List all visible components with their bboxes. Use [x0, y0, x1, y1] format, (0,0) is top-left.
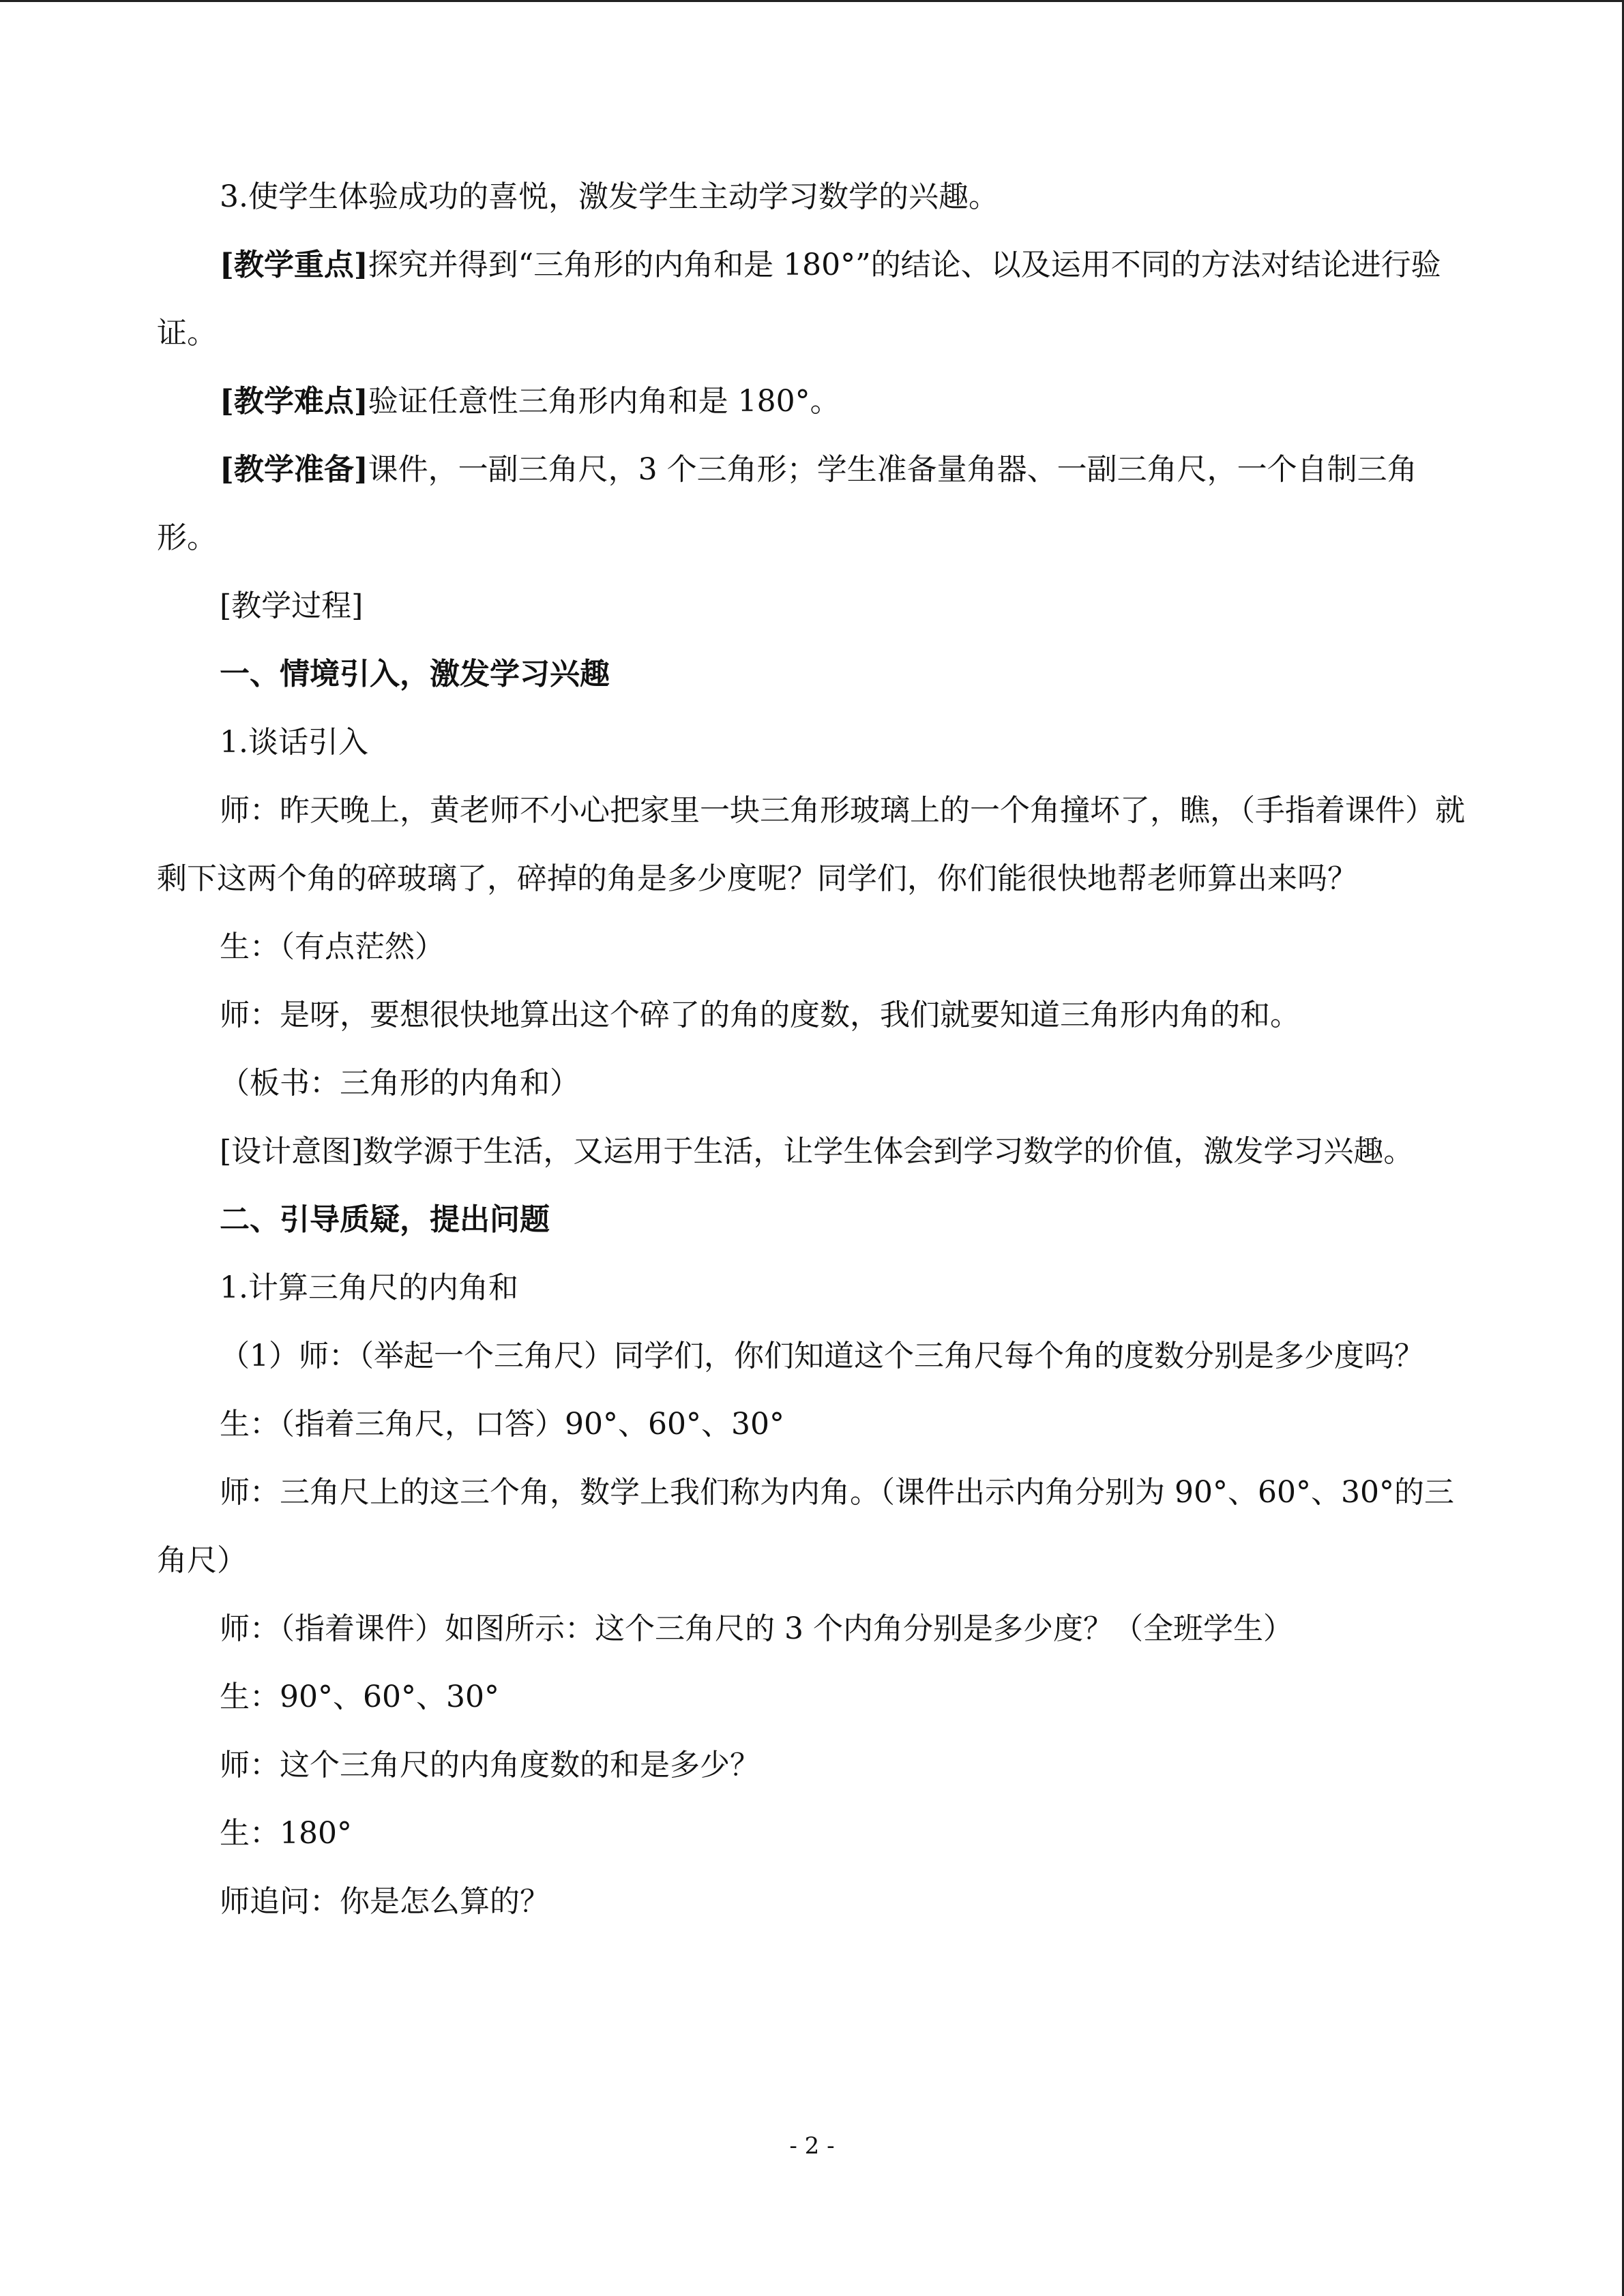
paragraph-goal-3: 3.使学生体验成功的喜悦，激发学生主动学习数学的兴趣。 [220, 179, 999, 214]
section-heading-2: 二、引导质疑，提出问题 [220, 1202, 550, 1237]
paragraph-difficulty [157, 368, 1466, 436]
paragraph-teacher-inner-angle: 师：三角尺上的这三个角，数学上我们称为内角。（课件出示内角分别为 90°、60°、30°的三角尺） [157, 1475, 1454, 1578]
key-point-label: [教学重点] [220, 248, 368, 282]
paragraph-student-answer-3: 生：180° [220, 1816, 352, 1851]
paragraph-student-answer-1: 生：（指着三角尺，口答）90°、60°、30° [220, 1407, 784, 1442]
paragraph-teacher-reply: 师：是呀，要想很快地算出这个碎了的角的度数，我们就要知道三角形内角的和。 [220, 998, 1300, 1032]
paragraph-teacher-followup: 师追问：你是怎么算的？ [220, 1884, 550, 1919]
paragraph-process-title: [教学过程] [220, 588, 364, 623]
key-point-text: 探究并得到“三角形的内角和是 180°”的结论、以及运用不同的方法对结论进行验证。 [157, 248, 1441, 351]
preparation-text: 课件，一副三角尺，3 个三角形；学生准备量角器、一副三角尺，一个自制三角形。 [157, 452, 1417, 555]
page-number: - 2 - [789, 2132, 835, 2160]
paragraph-design-intent: [设计意图]数学源于生活，又运用于生活，让学生体会到学习数学的价值，激发学习兴趣。 [220, 1134, 1414, 1169]
paragraph-talk-intro: 1.谈话引入 [220, 725, 368, 760]
document-body [157, 163, 1466, 1936]
paragraph-preparation [157, 436, 1466, 572]
paragraph-board-note: （板书：三角形的内角和） [220, 1066, 580, 1101]
paragraph-teacher-sum-question: 师：这个三角尺的内角度数的和是多少？ [220, 1748, 760, 1783]
paragraph-calc-title: 1.计算三角尺的内角和 [220, 1270, 518, 1305]
difficulty-text: 验证任意性三角形内角和是 180°。 [368, 384, 840, 419]
paragraph-teacher-question: （1）师：（举起一个三角尺）同学们，你们知道这个三角尺每个角的度数分别是多少度吗？ [220, 1339, 1424, 1373]
paragraph-student-confused: 生：（有点茫然） [220, 929, 445, 964]
paragraph-student-answer-2: 生：90°、60°、30° [220, 1680, 499, 1714]
difficulty-label: [教学难点] [220, 384, 368, 419]
paragraph-teacher-story: 师：昨天晚上，黄老师不小心把家里一块三角形玻璃上的一个角撞坏了，瞧，（手指着课件）就剩下这两个角的碎玻璃了，碎掉的角是多少度呢？同学们，你们能很快地帮老师算出来吗？ [157, 793, 1465, 896]
preparation-label: [教学准备] [220, 452, 368, 487]
section-heading-1: 一、情境引入，激发学习兴趣 [220, 657, 610, 691]
paragraph-key-point [157, 231, 1466, 368]
paragraph-teacher-pointing: 师：（指着课件）如图所示：这个三角尺的 3 个内角分别是多少度？（全班学生） [220, 1611, 1293, 1646]
